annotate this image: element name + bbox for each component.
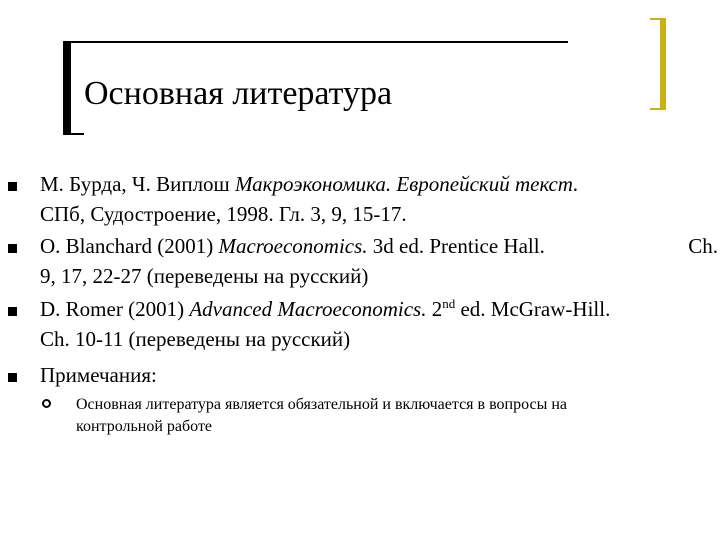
note-line-1: Основная литература является обязательной и включается в вопросы на [76,396,568,413]
reference-edition-suffix: nd [442,296,456,311]
reference-line-2: Ch. 10-11 (переведены на русский) [40,327,351,351]
square-bullet-icon [8,182,17,191]
reference-line-1 [40,294,710,324]
title-bracket-left [63,41,84,135]
reference-line-1 [40,169,710,199]
reference-book-title: Макроэкономика. Европейский текст. [234,172,579,196]
square-bullet-icon [8,244,17,253]
reference-author-year: O. Blanchard (2001) [40,234,214,258]
square-bullet-icon [8,307,17,316]
title-bracket-right [650,18,666,110]
notes-label: Примечания: [40,363,157,387]
square-bullet-icon [8,373,17,382]
hollow-circle-bullet-icon [42,399,51,408]
reference-publisher: ed. McGraw-Hill. [460,297,611,321]
reference-author-year: D. Romer (2001) [40,297,185,321]
reference-text [40,231,718,291]
reference-citation [40,231,545,261]
reference-line-2: 9, 17, 22-27 (переведены на русский) [40,264,369,288]
reference-authors: М. Бурда, Ч. Виплош [40,172,230,196]
note-text [76,394,716,438]
note-line-2: контрольной работе [76,418,213,435]
reference-edition: 3d ed. Prentice Hall. [372,234,545,258]
reference-edition-number: 2 [431,297,443,321]
title-rule [78,41,568,43]
reference-text [40,169,710,229]
reference-line-1 [40,231,718,261]
slide-title: Основная литература [84,75,393,112]
reference-book-title: Macroeconomics. [218,234,368,258]
reference-book-title: Advanced Macroeconomics. [189,297,427,321]
reference-chapter-label: Ch. [688,234,718,258]
reference-line-2: СПб, Судостроение, 1998. Гл. 3, 9, 15-17. [40,202,407,226]
reference-text [40,294,710,354]
